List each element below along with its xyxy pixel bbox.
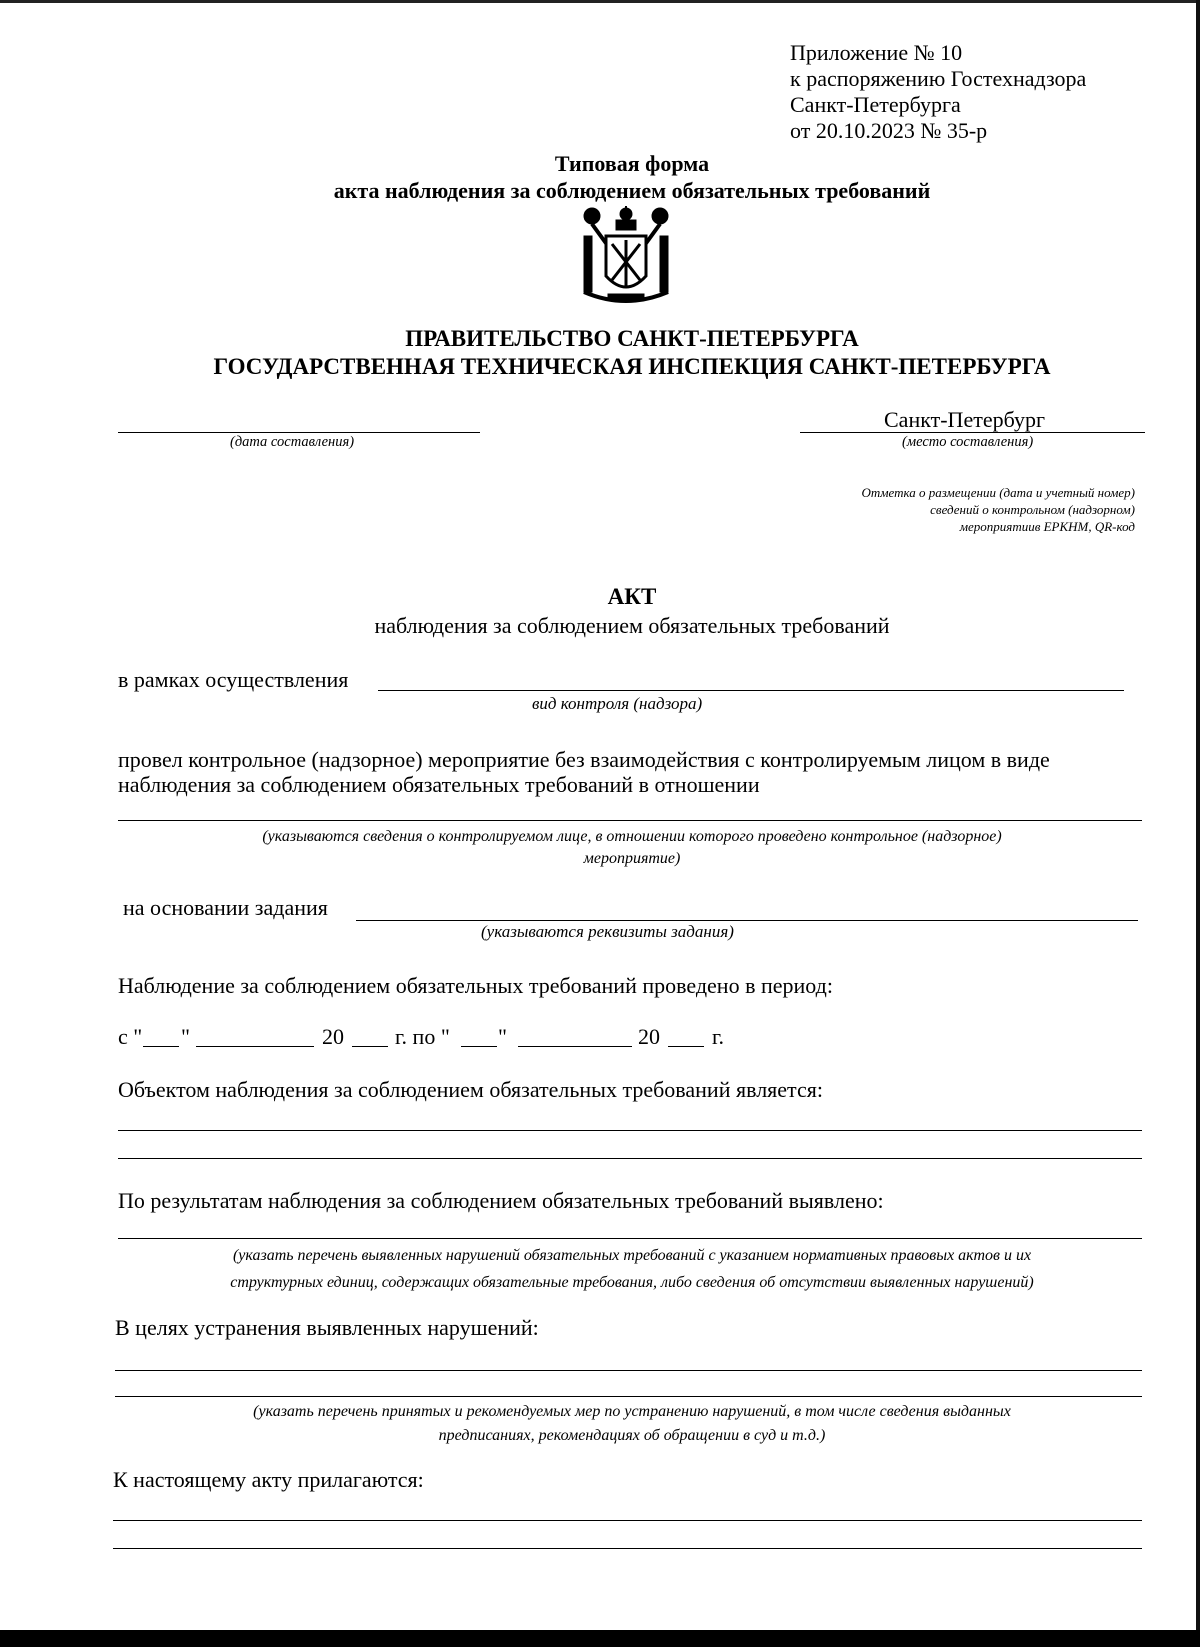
period-to-label: г. по " (395, 1024, 450, 1049)
registry-note (700, 484, 1135, 535)
period-from-day-field[interactable] (143, 1046, 179, 1047)
measures-caption-line-2: предписаниях, рекомендациях об обращении в суд и т.д.) (438, 1427, 826, 1444)
period-year-1: 20 (322, 1024, 344, 1049)
act-title: АКТ (607, 584, 657, 609)
period-quote-2: " (498, 1024, 507, 1049)
scan-edge-right (1196, 0, 1200, 1647)
results-caption-line-2: структурных единиц, содержащих обязательные требования, либо сведения об отсутствии выявленных нарушений) (230, 1274, 1034, 1291)
period-quote-1: " (181, 1024, 190, 1049)
attachments-field-line-2[interactable] (113, 1548, 1142, 1549)
object-label: Объектом наблюдения за соблюдением обязательных требований является: (118, 1077, 823, 1102)
conducted-caption-line-2: мероприятие) (583, 850, 681, 867)
appendix-line-3: Санкт-Петербурга (790, 92, 961, 117)
registry-note-line-2: сведений о контрольном (надзорном) (930, 502, 1135, 517)
basis-caption: (указываются реквизиты задания) (481, 922, 734, 941)
place-field-line (800, 432, 1145, 433)
period-from-month-field[interactable] (196, 1046, 314, 1047)
scan-edge-top (0, 0, 1200, 3)
registry-note-line-3: мероприятиив ЕРКНМ, QR-код (959, 519, 1135, 534)
appendix-line-1: Приложение № 10 (790, 40, 963, 65)
period-to-year-field[interactable] (668, 1046, 704, 1047)
form-title-line-2: акта наблюдения за соблюдением обязательных требований (333, 178, 931, 203)
results-label: По результатам наблюдения за соблюдением обязательных требований выявлено: (118, 1188, 884, 1213)
control-field-line[interactable] (378, 690, 1124, 691)
results-caption (100, 1242, 1164, 1296)
conducted-caption (100, 826, 1164, 870)
control-label: в рамках осуществления (118, 667, 349, 692)
controlled-person-field-line[interactable] (118, 820, 1142, 821)
basis-label: на основании задания (123, 895, 328, 920)
form-title (0, 150, 1200, 204)
government-heading (0, 325, 1200, 381)
conducted-caption-line-1: (указываются сведения о контролируемом лице, в отношении которого проведено контрольное (надзорное) (262, 828, 1002, 845)
place-caption: (место составления) (902, 434, 1034, 450)
measures-caption-line-1: (указать перечень принятых и рекомендуемых мер по устранению нарушений, в том числе сведения выданных (253, 1403, 1011, 1420)
period-end: г. (712, 1024, 725, 1049)
results-caption-line-1: (указать перечень выявленных нарушений обязательных требований с указанием нормативных правовых актов и их (232, 1247, 1032, 1264)
government-line-1: ПРАВИТЕЛЬСТВО САНКТ-ПЕТЕРБУРГА (405, 326, 859, 351)
date-caption: (дата составления) (230, 434, 355, 450)
appendix-line-2: к распоряжению Гостехнадзора (790, 66, 1087, 91)
period-from-label: с " (118, 1024, 143, 1049)
date-field-line (118, 432, 480, 433)
measures-label: В целях устранения выявленных нарушений: (115, 1315, 539, 1340)
measures-field-line-1[interactable] (115, 1370, 1142, 1371)
basis-field-line[interactable] (356, 920, 1138, 921)
scan-edge-bottom (0, 1630, 1200, 1647)
attachments-label: К настоящему акту прилагаются: (113, 1467, 424, 1492)
coat-of-arms-icon (578, 206, 674, 306)
place-value: Санкт-Петербург (884, 407, 1045, 432)
measures-caption (100, 1400, 1164, 1448)
form-title-line-1: Типовая форма (554, 151, 710, 176)
measures-field-line-2[interactable] (115, 1396, 1142, 1397)
period-label: Наблюдение за соблюдением обязательных требований проведено в период: (118, 973, 833, 998)
appendix-block (790, 40, 1086, 144)
period-to-day-field[interactable] (461, 1046, 497, 1047)
object-field-line-1[interactable] (118, 1130, 1142, 1131)
control-caption: вид контроля (надзора) (532, 694, 703, 713)
conducted-line-2: наблюдения за соблюдением обязательных требований в отношении (118, 772, 760, 797)
period-year-2: 20 (638, 1024, 660, 1049)
results-field-line[interactable] (118, 1238, 1142, 1239)
act-subtitle: наблюдения за соблюдением обязательных требований (374, 613, 890, 638)
government-line-2: ГОСУДАРСТВЕННАЯ ТЕХНИЧЕСКАЯ ИНСПЕКЦИЯ САНКТ-ПЕТЕРБУРГА (213, 354, 1051, 379)
registry-note-line-1: Отметка о размещении (дата и учетный номер) (861, 485, 1135, 500)
object-field-line-2[interactable] (118, 1158, 1142, 1159)
conducted-line-1: провел контрольное (надзорное) мероприятие без взаимодействия с контролируемым лицом в виде (118, 747, 1050, 772)
period-from-year-field[interactable] (352, 1046, 388, 1047)
appendix-line-4: от 20.10.2023 № 35-р (790, 118, 988, 143)
attachments-field-line-1[interactable] (113, 1520, 1142, 1521)
period-to-month-field[interactable] (518, 1046, 632, 1047)
